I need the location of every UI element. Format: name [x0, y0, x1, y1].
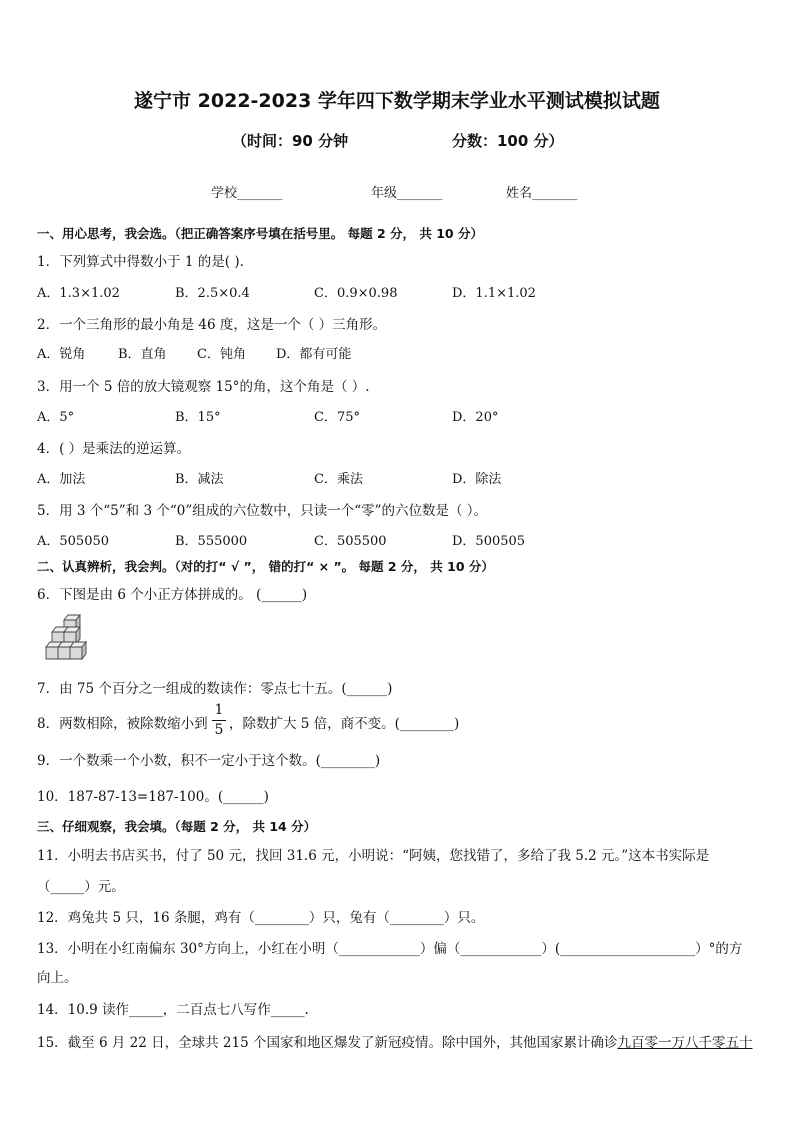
question-13-line2: 向上。 [37, 970, 78, 986]
section1-heading: 一、用心思考，我会选。（把正确答案序号填在括号里。 每题 2 分， 共 10 分） [37, 226, 483, 241]
question-12: 12．鸡兔共 5 只，16 条腿，鸡有（________）只，兔有（________）只。 [37, 910, 485, 926]
q3-option-d: D．20° [452, 410, 499, 425]
q2-option-a: A．锐角 [37, 347, 86, 362]
question-1: 1．下列算式中得数小于 1 的是( ). [37, 254, 244, 270]
question-11-line2: （_____）元。 [37, 879, 125, 895]
question-9: 9．一个数乘一个小数，积不一定小于这个数。(________) [37, 753, 381, 769]
q3-option-c: C．75° [314, 410, 360, 425]
fraction-one-fifth [212, 702, 226, 739]
q4-option-a: A．加法 [37, 472, 86, 487]
q2-option-d: D．都有可能 [276, 347, 352, 362]
q3-option-b: B．15° [175, 410, 221, 425]
q4-option-d: D．除法 [452, 472, 502, 487]
q5-option-d: D．500505 [452, 534, 526, 549]
question-15-underlined: 九百零一万八千零五十 [617, 1035, 753, 1051]
question-4: 4．( ）是乘法的逆运算。 [37, 441, 191, 457]
exam-time: （时间：90 分钟 [232, 132, 349, 150]
question-13-line1: 13．小明在小红南偏东 30°方向上，小红在小明（____________）偏（____________）(____________________）°的方 [37, 941, 743, 957]
q4-option-c: C．乘法 [314, 472, 363, 487]
question-15-text: 15．截至 6 月 22 日，全球共 215 个国家和地区爆发了新冠疫情。除中国外，其他国家累计确诊 [37, 1035, 618, 1051]
grade-field: 年级_______ [371, 186, 443, 201]
name-field: 姓名_______ [506, 186, 578, 201]
q5-option-c: C．505500 [314, 534, 387, 549]
q1-option-a: A．1.3×1.02 [37, 286, 120, 301]
q1-option-b: B．2.5×0.4 [175, 286, 250, 301]
question-8-start: 8．两数相除，被除数缩小到 [37, 716, 208, 732]
question-11-line1: 11．小明去书店买书，付了 50 元，找回 31.6 元，小明说：“阿姨，您找错了，多给了我 5.2 元。”这本书实际是 [37, 848, 710, 864]
question-14: 14．10.9 读作_____，二百点七八写作_____. [37, 1002, 309, 1018]
q1-option-c: C．0.9×0.98 [314, 286, 398, 301]
question-8-end: ，除数扩大 5 倍，商不变。(________) [229, 716, 460, 732]
q5-option-b: B．555000 [175, 534, 248, 549]
q2-option-b: B．直角 [118, 347, 167, 362]
question-2: 2．一个三角形的最小角是 46 度，这是一个（ ）三角形。 [37, 317, 387, 333]
question-7: 7．由 75 个百分之一组成的数读作：零点七十五。(______) [37, 681, 393, 697]
question-3: 3．用一个 5 倍的放大镜观察 15°的角，这个角是（ ）. [37, 379, 370, 395]
question-6: 6．下图是由 6 个小正方体拼成的。 (______) [37, 587, 308, 603]
q3-option-a: A．5° [37, 410, 75, 425]
q4-option-b: B．减法 [175, 472, 224, 487]
exam-title: 遂宁市 2022-2023 学年四下数学期末学业水平测试模拟试题 [134, 90, 660, 112]
q1-option-d: D．1.1×1.02 [452, 286, 536, 301]
fraction-numerator: 1 [214, 702, 224, 718]
school-field: 学校_______ [211, 186, 283, 201]
q5-option-a: A．505050 [37, 534, 110, 549]
question-10: 10．187-87-13=187-100。(______) [37, 789, 269, 805]
fraction-denominator: 5 [214, 722, 224, 738]
question-15 [37, 1031, 752, 1051]
section2-heading: 二、认真辨析，我会判。（对的打“ √ ”， 错的打“ × ”。 每题 2 分， 共 10 分） [37, 559, 494, 574]
section3-heading: 三、仔细观察，我会填。（每题 2 分， 共 14 分） [37, 819, 317, 834]
exam-score: 分数：100 分） [452, 132, 564, 150]
q2-option-c: C．钝角 [197, 347, 246, 362]
question-5: 5．用 3 个“5”和 3 个“0”组成的六位数中，只读一个“零”的六位数是（ ）。 [37, 503, 488, 519]
cubes-figure [44, 612, 98, 664]
fraction-bar [212, 720, 226, 721]
